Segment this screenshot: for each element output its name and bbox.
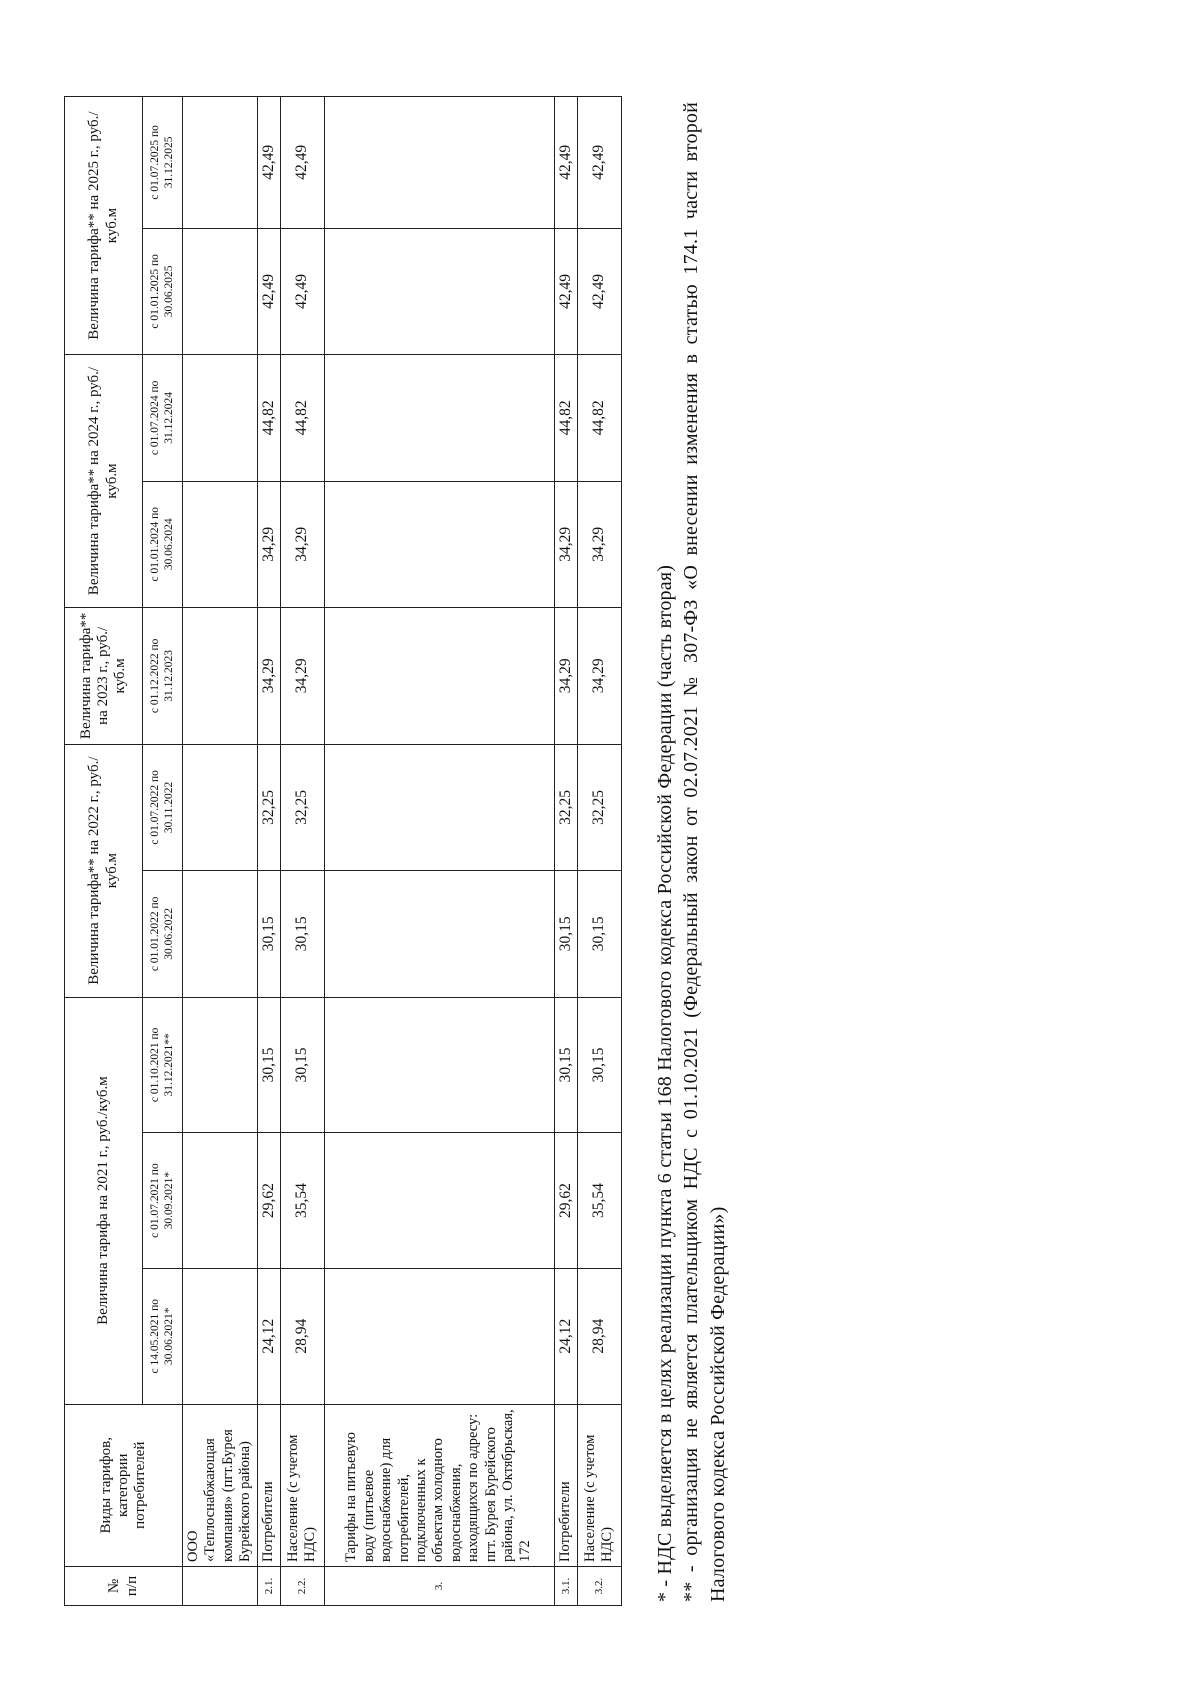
table-row [257, 97, 280, 1606]
row-num: 2.1. [257, 1566, 280, 1605]
tariff-value: 35,54 [280, 1133, 324, 1269]
tariff-value: 30,15 [577, 871, 621, 997]
period-header: с 01.01.2022 по 30.06.2022 [143, 871, 183, 997]
tariff-value: 32,25 [554, 744, 577, 870]
tariff-value: 34,29 [280, 481, 324, 607]
header-group-2023: Величина тарифа** на 2023 г., руб./куб.м [65, 607, 143, 744]
section-name: Тарифы на питьевую воду (питьевое водоснабжение) для потребителей, подключенных к объектам холодного водоснабжения, находящихся по адресу: пгт. Бурея Бурейского района, ул. Октябрьская, 172 [324, 1404, 554, 1566]
tariff-value: 42,49 [280, 97, 324, 229]
row-name: Население (с учетом НДС) [577, 1404, 621, 1566]
tariff-value: 42,49 [554, 228, 577, 354]
tariff-value: 32,25 [257, 744, 280, 870]
header-group-2025: Величина тарифа** на 2025 г., руб./куб.м [65, 97, 143, 355]
org-name: ООО «Теплоснабжающая компания» (пгт.Бурея Бурейского района) [183, 1404, 258, 1566]
tariff-value: 24,12 [257, 1268, 280, 1404]
tariff-value: 44,82 [554, 355, 577, 481]
tariff-value: 24,12 [554, 1268, 577, 1404]
header-group-2022: Величина тарифа** на 2022 г., руб./куб.м [65, 744, 143, 997]
period-header: с 01.12.2022 по 31.12.2023 [143, 607, 183, 744]
table-row [280, 97, 324, 1606]
tariff-value: 42,49 [554, 97, 577, 229]
tariff-value: 44,82 [280, 355, 324, 481]
footnote-vat: * - НДС выделяется в целях реализации пункта 6 статьи 168 Налогового кодекса Российской Федерации (часть вторая) [654, 564, 676, 1602]
period-header: с 01.07.2024 по 31.12.2024 [143, 355, 183, 481]
tariff-value: 42,49 [577, 228, 621, 354]
tariff-value: 34,29 [554, 607, 577, 744]
header-row-periods [143, 97, 183, 1606]
table-row [577, 97, 621, 1606]
row-name: Потребители [554, 1404, 577, 1566]
footnote-no-vat: ** - организация не является плательщиком НДС с 01.10.2021 (Федеральный закон от 02.07.2021 № 307-ФЗ «О внесении изменения в статью 174.1 части второй Налогового кодекса Российской Федерации») [680, 102, 729, 1602]
tariff-value: 35,54 [577, 1133, 621, 1269]
tariff-value: 28,94 [577, 1268, 621, 1404]
tariff-value: 34,29 [577, 481, 621, 607]
row-name: Население (с учетом НДС) [280, 1404, 324, 1566]
tariff-value: 34,29 [577, 607, 621, 744]
footnotes [652, 102, 731, 1602]
header-group-2024: Величина тарифа** на 2024 г., руб./куб.м [65, 355, 143, 608]
tariff-value: 42,49 [577, 97, 621, 229]
tariff-value: 42,49 [280, 228, 324, 354]
period-header: с 01.01.2024 по 30.06.2024 [143, 481, 183, 607]
tariff-value: 30,15 [577, 997, 621, 1133]
period-header: с 01.07.2021 по 30.09.2021* [143, 1133, 183, 1269]
period-header: с 01.07.2025 по 31.12.2025 [143, 97, 183, 229]
tariff-value: 32,25 [577, 744, 621, 870]
tariff-value: 42,49 [257, 97, 280, 229]
row-num: 2.2. [280, 1566, 324, 1605]
period-header: с 01.01.2025 по 30.06.2025 [143, 228, 183, 354]
tariff-value: 34,29 [257, 607, 280, 744]
tariff-value: 30,15 [280, 997, 324, 1133]
tariff-value: 42,49 [257, 228, 280, 354]
tariff-value: 32,25 [280, 744, 324, 870]
header-row-groups [65, 97, 143, 1606]
period-header: с 01.10.2021 по 31.12.2021** [143, 997, 183, 1133]
tariff-value: 30,15 [554, 997, 577, 1133]
row-num: 3. [324, 1566, 554, 1605]
tariff-value: 30,15 [257, 997, 280, 1133]
tariff-value: 29,62 [257, 1133, 280, 1269]
rotated-page [64, 96, 784, 1606]
row-name: Потребители [257, 1404, 280, 1566]
row-num: 3.2. [577, 1566, 621, 1605]
tariff-value: 44,82 [577, 355, 621, 481]
row-num: 3.1. [554, 1566, 577, 1605]
header-num: № п/п [65, 1566, 183, 1605]
tariff-value: 34,29 [554, 481, 577, 607]
table-row-org [183, 97, 258, 1606]
tariff-value: 29,62 [554, 1133, 577, 1269]
table-row-section [324, 97, 554, 1606]
tariff-value: 34,29 [257, 481, 280, 607]
tariff-value: 28,94 [280, 1268, 324, 1404]
tariff-value: 44,82 [257, 355, 280, 481]
tariff-value: 30,15 [280, 871, 324, 997]
period-header: с 14.05.2021 по 30.06.2021* [143, 1268, 183, 1404]
tariff-value: 30,15 [554, 871, 577, 997]
header-name: Виды тарифов, категории потребителей [65, 1404, 183, 1566]
tariff-value: 30,15 [257, 871, 280, 997]
tariff-value: 34,29 [280, 607, 324, 744]
period-header: с 01.07.2022 по 30.11.2022 [143, 744, 183, 870]
table-row [554, 97, 577, 1606]
tariff-table [64, 96, 622, 1606]
header-group-2021: Величина тарифа на 2021 г., руб./куб.м [65, 997, 143, 1404]
